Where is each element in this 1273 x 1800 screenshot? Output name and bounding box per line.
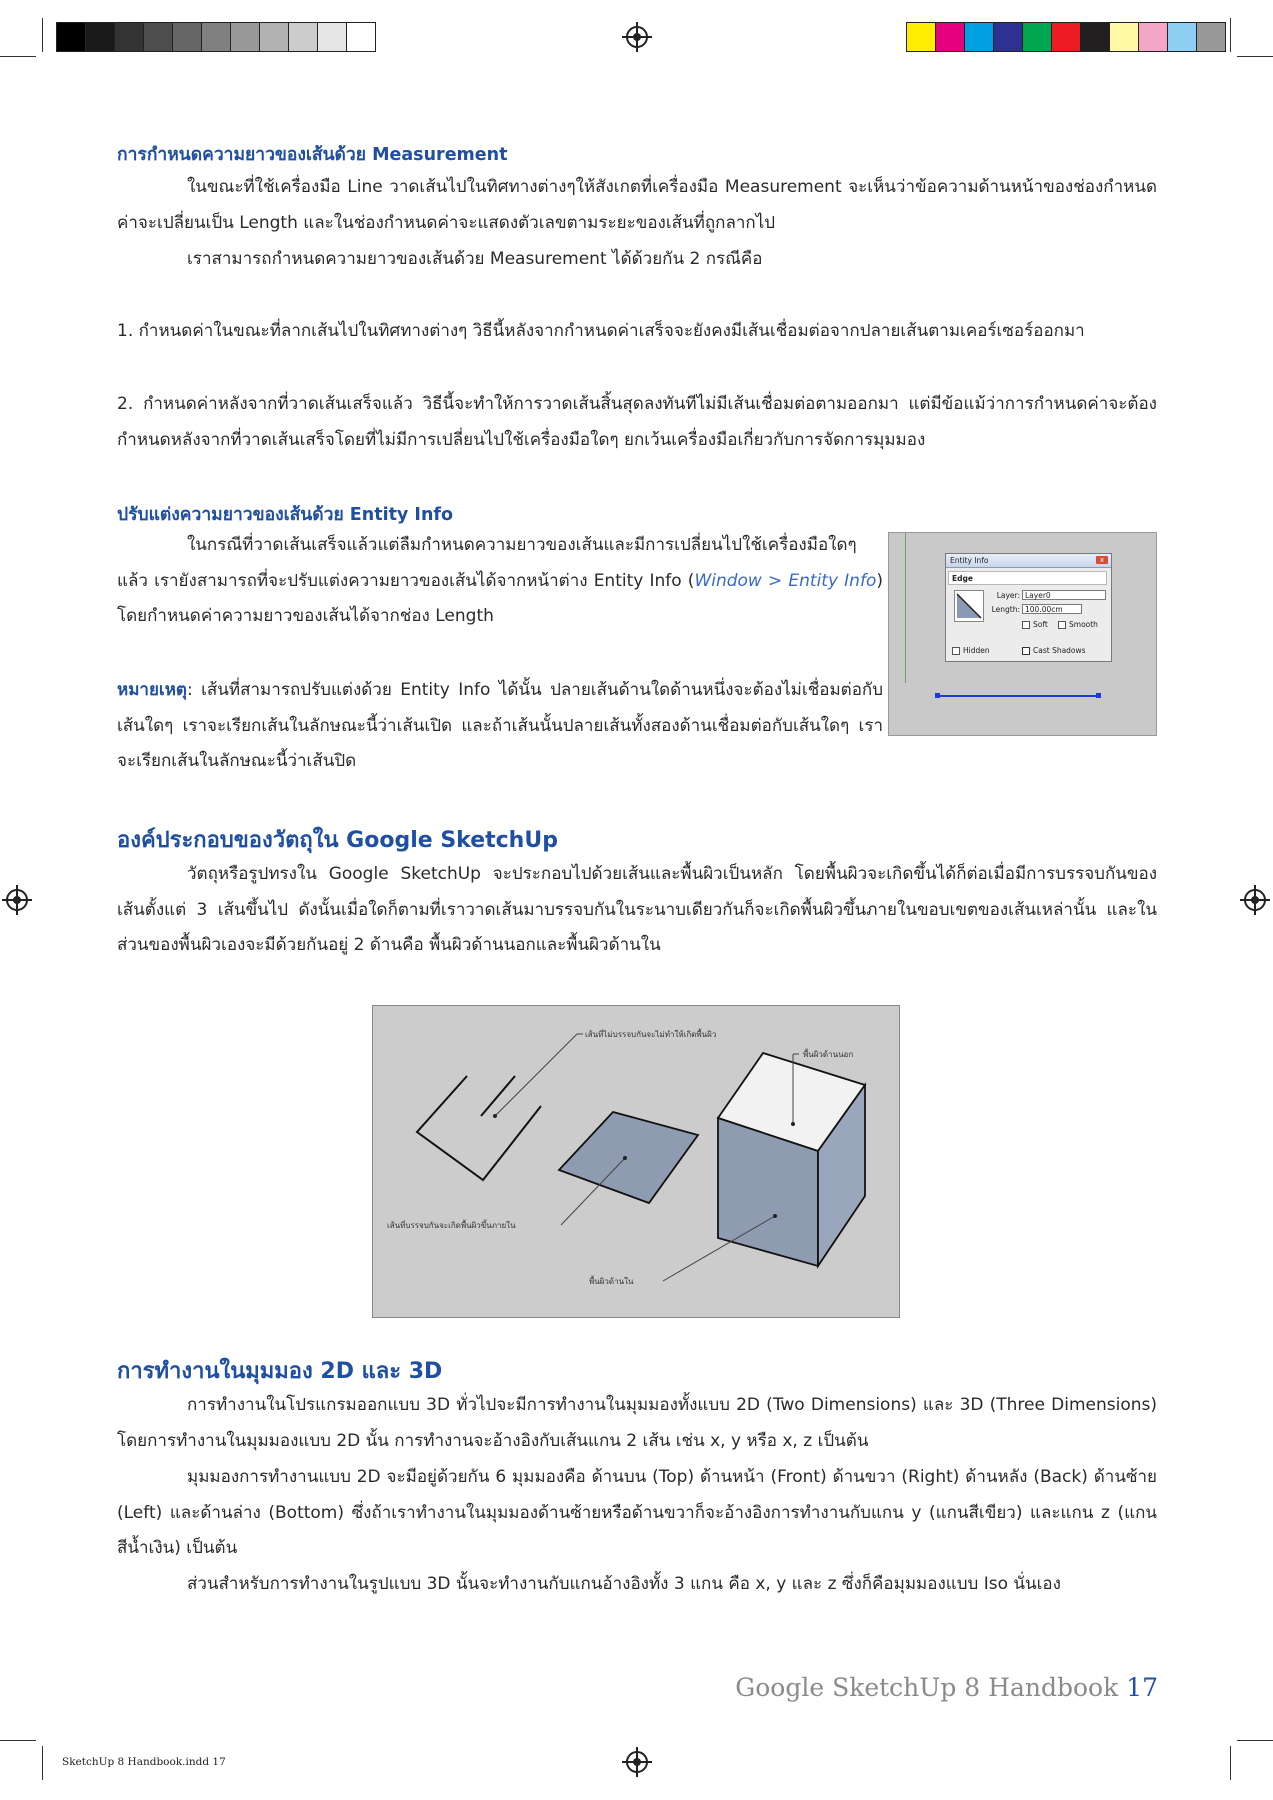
label-outer-surface: พื้นผิวด้านนอก [803,1050,854,1059]
crop-mark [1230,18,1231,52]
note-label: หมายเหตุ [117,680,187,700]
soft-checkbox[interactable]: Soft [1022,620,1048,629]
running-footer [735,1673,1158,1702]
closed-surface [559,1112,698,1203]
paragraph: การทำงานในโปรแกรมออกแบบ 3D ทั่วไปจะมีการทำงานในมุมมองทั้งแบบ 2D (Two Dimensions) และ 3D (Three Dimensions) โดยการทำงานในมุมมองแบบ 2D นั้น การทำงานจะอ้างอิงกับเส้นแกน 2 เส้น เช่น x, y หรือ x, z เป็นต้น [117,1395,1157,1451]
menu-path: Window > Entity Info [694,570,877,591]
callout-dot [791,1122,795,1126]
gray-swatch [115,23,144,51]
color-swatch [1110,23,1139,51]
paragraph-text: ) โดยกำหนดค่าความยาวของเส้นได้จากช่อง Length [117,570,883,627]
gray-swatch [86,23,115,51]
edge-endpoint [935,693,940,698]
paragraph: มุมมองการทำงานแบบ 2D จะมีอยู่ด้วยกัน 6 มุมมองคือ ด้านบน (Top) ด้านหน้า (Front) ด้านขวา (Right) ด้านหลัง (Back) ด้านซ้าย (Left) และด้านล่าง (Bottom) ซึ่งถ้าเราทำงานในมุมมองด้านซ้ายหรือด้านขวาก็จะอ้างอิงการทำงานกับแกน y (แกนสีเขียว) และแกน z (แกนสีน้ำเงิน) เป็นต้น [117,1467,1157,1559]
gray-swatch [202,23,231,51]
crop-mark [1230,1746,1231,1780]
entity-type: Edge [948,571,1107,585]
registration-mark-right [1244,889,1266,911]
surfaces-diagram [372,1005,900,1318]
section-heading-measurement: การกำหนดความยาวของเส้นด้วย Measurement [117,145,508,165]
crop-mark [1237,1740,1273,1741]
color-swatch [936,23,965,51]
green-axis [905,533,906,683]
page-number: 17 [1126,1673,1158,1702]
callout-dot [493,1114,497,1118]
entity-info-window [945,553,1112,662]
color-swatch [1168,23,1197,51]
window-title: Entity Info x [946,554,1111,568]
crop-mark [0,1740,36,1741]
list-item: 1. กำหนดค่าในขณะที่ลากเส้นไปในทิศทางต่างๆ วิธีนี้หลังจากกำหนดค่าเสร็จจะยังคงมีเส้นเชื่อมต่อจากปลายเส้นตามเคอร์เซอร์ออกมา [117,321,1085,341]
gray-swatch [57,23,86,51]
open-lines [417,1076,541,1180]
color-swatch [965,23,994,51]
book-title: Google SketchUp 8 Handbook [735,1673,1119,1702]
file-slug: SketchUp 8 Handbook.indd 17 [62,1756,226,1768]
grayscale-bar [56,22,376,52]
edge-line[interactable] [937,695,1099,697]
length-label: Length: [991,605,1020,614]
cast-shadows-checkbox[interactable]: Cast Shadows [1022,646,1086,655]
gray-swatch [318,23,347,51]
gray-swatch [347,23,375,51]
crop-mark [0,56,36,57]
paragraph-text: ในกรณีที่วาดเส้นเสร็จแล้วแต่ลืมกำหนดความยาวของเส้นและมีการเปลี่ยนไปใช้เครื่องมือใดๆแล้ว เรายังสามารถที่จะปรับแต่งความยาวของเส้นได้จากหน้าต่าง Entity Info ( [117,535,857,591]
color-swatch [1023,23,1052,51]
color-swatch [1197,23,1225,51]
gray-swatch [260,23,289,51]
label-closed-lines: เส้นที่บรรจบกันจะเกิดพื้นผิวขึ้นภายใน [387,1221,516,1230]
registration-mark-top [626,26,648,48]
gray-swatch [173,23,202,51]
list-item: 2. กำหนดค่าหลังจากที่วาดเส้นเสร็จแล้ว วิธีนี้จะทำให้การวาดเส้นสิ้นสุดลงทันทีไม่มีเส้นเชื่อมต่อตามออกมา แต่มีข้อแม้ว่าการกำหนดค่าจะต้องกำหนดหลังจากที่วาดเส้นเสร็จโดยที่ไม่มีการเปลี่ยนไปใช้เครื่องมือใดๆ ยกเว้นเครื่องมือเกี่ยวกับการจัดการมุมมอง [117,394,1157,450]
paragraph: ส่วนสำหรับการทำงานในรูปแบบ 3D นั้นจะทำงานกับแกนอ้างอิงทั้ง 3 แกน คือ x, y และ z ซึ่งก็คือมุมมองแบบ Iso นั่นเอง [187,1574,1061,1594]
layer-select[interactable]: Layer0 [1022,590,1106,600]
registration-mark-bottom [626,1751,648,1773]
section-heading-views: การทำงานในมุมมอง 2D และ 3D [117,1359,443,1384]
label-open-lines: เส้นที่ไม่บรรจบกันจะไม่ทำให้เกิดพื้นผิว [585,1030,717,1039]
length-input[interactable]: 100.00cm [1022,604,1082,614]
note [117,673,883,780]
paragraph: ในขณะที่ใช้เครื่องมือ Line วาดเส้นไปในทิศทางต่างๆให้สังเกตที่เครื่องมือ Measurement จะเห็นว่าข้อความด้านหน้าของช่องกำหนดค่าจะเปลี่ยนเป็น Length และในช่องกำหนดค่าจะแสดงตัวเลขตามระยะของเส้นที่ถูกลากไป [117,177,1157,233]
crop-mark [42,18,43,52]
color-swatch [1052,23,1081,51]
paragraph [117,528,883,635]
label-inner-surface: พื้นผิวด้านใน [589,1277,634,1286]
paragraph: วัตถุหรือรูปทรงใน Google SketchUp จะประกอบไปด้วยเส้นและพื้นผิวเป็นหลัก โดยพื้นผิวจะเกิดขึ้นได้ก็ต่อเมื่อมีการบรรจบกันของเส้นตั้งแต่ 3 เส้นขึ้นไป ดังนั้นเมื่อใดก็ตามที่เราวาดเส้นมาบรรจบกันในระนาบเดียวกันก็จะเกิดพื้นผิวขึ้นภายในขอบเขตของเส้นเหล่านั้น และในส่วนของพื้นผิวเองจะมีด้วยกันอยู่ 2 ด้านคือ พื้นผิวด้านนอกและพื้นผิวด้านใน [117,864,1157,956]
paragraph: เราสามารถกำหนดความยาวของเส้นด้วย Measurement ได้ด้วยกัน 2 กรณีคือ [187,249,763,269]
crop-mark [42,1746,43,1780]
color-swatch [1139,23,1168,51]
color-swatch [1081,23,1110,51]
color-swatch [994,23,1023,51]
hidden-checkbox[interactable]: Hidden [952,646,990,655]
section-heading-components: องค์ประกอบของวัตถุใน Google SketchUp [117,828,558,853]
gray-swatch [144,23,173,51]
callout-line [495,1034,577,1116]
gray-swatch [289,23,318,51]
edge-thumbnail [954,590,984,622]
entity-info-screenshot [888,532,1157,736]
smooth-checkbox[interactable]: Smooth [1058,620,1098,629]
registration-mark-left [6,889,28,911]
gray-swatch [231,23,260,51]
color-swatch [907,23,936,51]
close-icon[interactable]: x [1096,556,1108,564]
callout-dot [773,1214,777,1218]
note-text: : เส้นที่สามารถปรับแต่งด้วย Entity Info ได้นั้น ปลายเส้นด้านใดด้านหนึ่งจะต้องไม่เชื่อมต่อกับเส้นใดๆ เราจะเรียกเส้นในลักษณะนี้ว่าเส้นเปิด และถ้าเส้นนั้นปลายเส้นทั้งสองด้านเชื่อมต่อกับเส้นใดๆ เราจะเรียกเส้นในลักษณะนี้ว่าเส้นปิด [117,680,883,772]
callout-dot [623,1156,627,1160]
section-heading-entity-info: ปรับแต่งความยาวของเส้นด้วย Entity Info [117,505,454,525]
crop-mark [1237,56,1273,57]
open-lines [481,1076,515,1116]
layer-label: Layer: [996,591,1020,600]
edge-endpoint [1096,693,1101,698]
color-bar [906,22,1226,52]
